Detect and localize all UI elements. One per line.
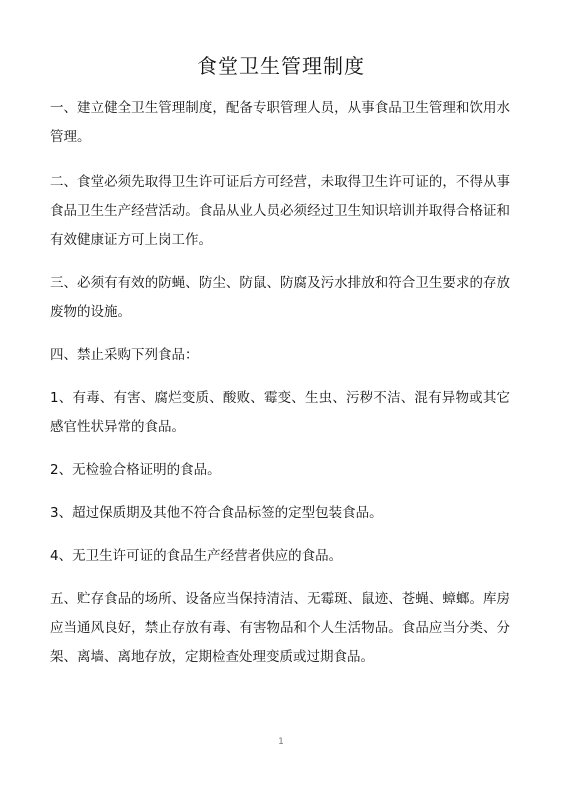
paragraph-2: 二、食堂必须先取得卫生许可证后方可经营，未取得卫生许可证的，不得从事食品卫生生产经营活动。食品从业人员必须经过卫生知识培训并取得合格证和有效健康证方可上岗工作。 (50, 174, 510, 248)
paragraph-5: 1、有毒、有害、腐烂变质、酸败、霉变、生虫、污秽不洁、混有异物或其它感官性状异常的食品。 (50, 390, 510, 435)
paragraph-4: 四、禁止采购下列食品： (50, 347, 199, 363)
page-number: 1 (278, 737, 284, 747)
paragraph-6: 2、无检验合格证明的食品。 (50, 462, 221, 478)
paragraph-7: 3、超过保质期及其他不符合食品标签的定型包装食品。 (50, 505, 383, 521)
document-title: 食堂卫生管理制度 (197, 54, 365, 78)
paragraph-1: 一、建立健全卫生管理制度，配备专职管理人员，从事食品卫生管理和饮用水管理。 (50, 100, 510, 145)
paragraph-8: 4、无卫生许可证的食品生产经营者供应的食品。 (50, 548, 343, 564)
paragraph-3: 三、必须有有效的防蝇、防尘、防鼠、防腐及污水排放和符合卫生要求的存放废物的设施。 (50, 275, 510, 320)
paragraph-9: 五、贮存食品的场所、设备应当保持清洁、无霉斑、鼠迹、苍蝇、蟑螂。库房应当通风良好，禁止存放有毒、有害物品和个人生活物品。食品应当分类、分架、离墙、离地存放，定期检查处理变质或过期食品。 (50, 591, 510, 665)
